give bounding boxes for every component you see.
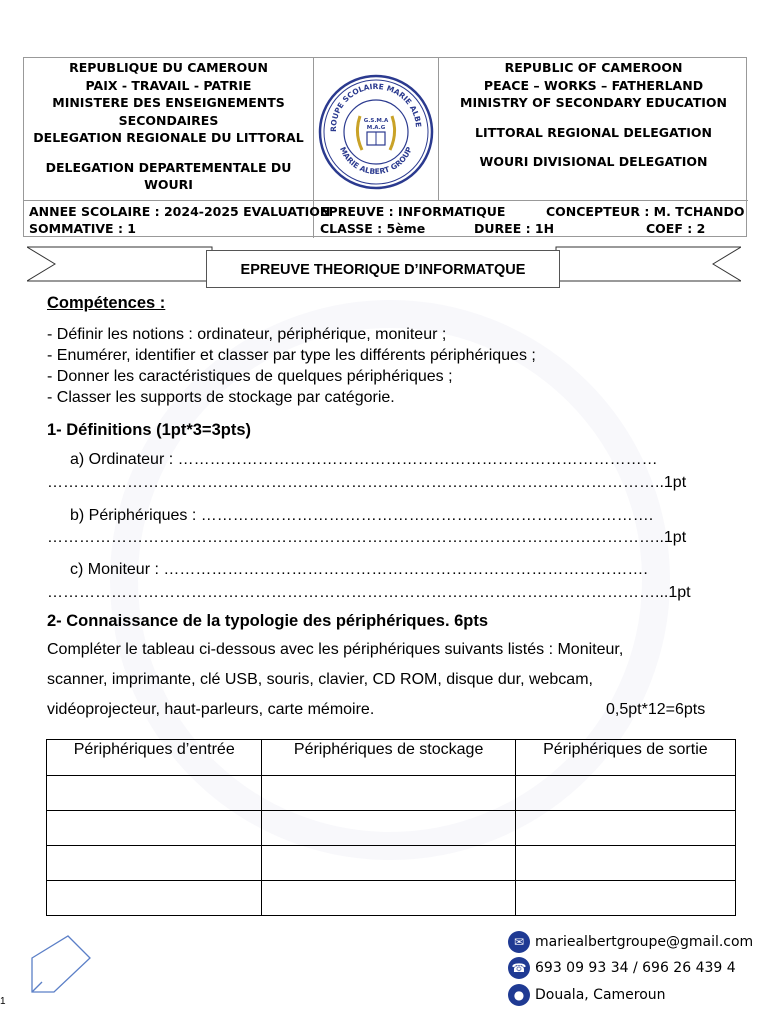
table-row — [47, 881, 736, 916]
classe: CLASSE : 5ème — [320, 221, 426, 236]
sommative: SOMMATIVE : 1 — [29, 221, 137, 236]
concepteur: CONCEPTEUR : M. TCHANDO — [546, 204, 745, 219]
annee-scolaire: ANNEE SCOLAIRE : 2024-2025 EVALUATION — [29, 204, 331, 219]
column-header-entree: Périphériques d’entrée — [47, 740, 262, 776]
logo-center-text-2: M.A.G — [366, 125, 386, 131]
table-row — [47, 811, 736, 846]
table-row — [47, 846, 736, 881]
answer-cell[interactable] — [47, 846, 262, 881]
answer-cell[interactable] — [515, 846, 735, 881]
competence-item: - Définir les notions : ordinateur, périphérique, moniteur ; — [47, 326, 447, 343]
location-text: Douala, Cameroun — [535, 987, 666, 1003]
definition-answer-line: ……………………………………………………………………………………………………...1pt — [47, 584, 691, 601]
peripheral-table — [46, 739, 736, 916]
logo-top-arc-text: ROUPE SCOLAIRE MARIE ALBE — [328, 81, 424, 132]
header-left-line: MINISTERE DES ENSEIGNEMENTS — [52, 95, 285, 110]
section1-title: 1- Définitions (1pt*3=3pts) — [47, 421, 251, 439]
answer-cell[interactable] — [47, 776, 262, 811]
header-table — [23, 57, 747, 237]
competence-item: - Donner les caractéristiques de quelques périphériques ; — [47, 368, 453, 385]
school-logo — [314, 58, 439, 200]
answer-cell[interactable] — [47, 811, 262, 846]
header-left-line: PAIX - TRAVAIL - PATRIE — [85, 77, 252, 93]
header-right-line: PEACE – WORKS – FATHERLAND — [483, 77, 704, 93]
email-icon: ✉ — [508, 931, 530, 953]
header-right-english — [439, 58, 748, 200]
competence-item: - Classer les supports de stockage par catégorie. — [47, 389, 395, 406]
header-left-line: WOURI — [144, 177, 193, 192]
answer-cell[interactable] — [262, 846, 515, 881]
section2-title: 2- Connaissance de la typologie des périphériques. 6pts — [47, 612, 489, 630]
column-header-stockage: Périphériques de stockage — [262, 740, 515, 776]
phone-text: 693 09 93 34 / 696 26 439 4 — [535, 960, 736, 976]
pencil-icon — [28, 932, 94, 998]
answer-cell[interactable] — [262, 811, 515, 846]
header-left-line: DELEGATION REGIONALE DU LITTORAL — [33, 130, 304, 145]
header-exam-session — [24, 200, 331, 238]
competence-item: - Enumérer, identifier et classer par type les différents périphériques ; — [47, 347, 536, 364]
email-text: mariealbertgroupe@gmail.com — [535, 934, 754, 950]
section2-instruction: Compléter le tableau ci-dessous avec les périphériques suivants listés : Moniteur, — [47, 641, 624, 658]
logo-bottom-arc-text: MARIE ALBERT GROUP — [338, 145, 414, 177]
logo-center-text: G.S.M.A — [363, 118, 389, 124]
header-left-line: SECONDAIRES — [118, 112, 219, 128]
header-right-line: REPUBLIC OF CAMEROON — [504, 60, 683, 75]
definition-ordinateur: a) Ordinateur : ……………………………………………………………………………… — [70, 451, 658, 468]
answer-cell[interactable] — [262, 881, 515, 916]
answer-cell[interactable] — [515, 881, 735, 916]
section2-instruction: vidéoprojecteur, haut-parleurs, carte mémoire. — [47, 701, 375, 718]
answer-cell[interactable] — [47, 881, 262, 916]
competences-title: Compétences : — [47, 294, 166, 312]
location-pin-icon: ● — [508, 984, 530, 1006]
answer-cell[interactable] — [515, 776, 735, 811]
definition-peripheriques: b) Périphériques : …………………………………………………………………………. — [70, 507, 654, 524]
definition-answer-line: ……………………………………………………………………………………………………..1pt — [47, 529, 687, 546]
section2-instruction: scanner, imprimante, clé USB, souris, clavier, CD ROM, disque dur, webcam, — [47, 671, 593, 688]
definition-answer-line: ……………………………………………………………………………………………………..1pt — [47, 474, 687, 491]
phone-icon: ☎ — [508, 957, 530, 979]
header-right-line: MINISTRY OF SECONDARY EDUCATION — [460, 95, 727, 110]
header-right-line: WOURI DIVISIONAL DELEGATION — [479, 154, 708, 169]
header-left-french — [24, 58, 314, 200]
section2-points: 0,5pt*12=6pts — [606, 701, 706, 718]
header-right-line: LITTORAL REGIONAL DELEGATION — [475, 124, 712, 140]
page-number: 1 — [0, 996, 6, 1007]
header-exam-details — [314, 200, 748, 238]
header-left-line: DELEGATION DEPARTEMENTALE DU — [45, 159, 292, 175]
answer-cell[interactable] — [515, 811, 735, 846]
table-row — [47, 776, 736, 811]
header-left-line: REPUBLIQUE DU CAMEROUN — [69, 60, 268, 75]
duree: DUREE : 1H — [474, 221, 555, 236]
answer-cell[interactable] — [262, 776, 515, 811]
column-header-sortie: Périphériques de sortie — [515, 740, 735, 776]
exam-title: EPREUVE THEORIQUE D’INFORMATQUE — [206, 250, 560, 288]
epreuve: EPREUVE : INFORMATIQUE — [320, 204, 506, 219]
definition-moniteur: c) Moniteur : ………………………………………………………………………………. — [70, 561, 648, 578]
coef: COEF : 2 — [646, 221, 706, 236]
